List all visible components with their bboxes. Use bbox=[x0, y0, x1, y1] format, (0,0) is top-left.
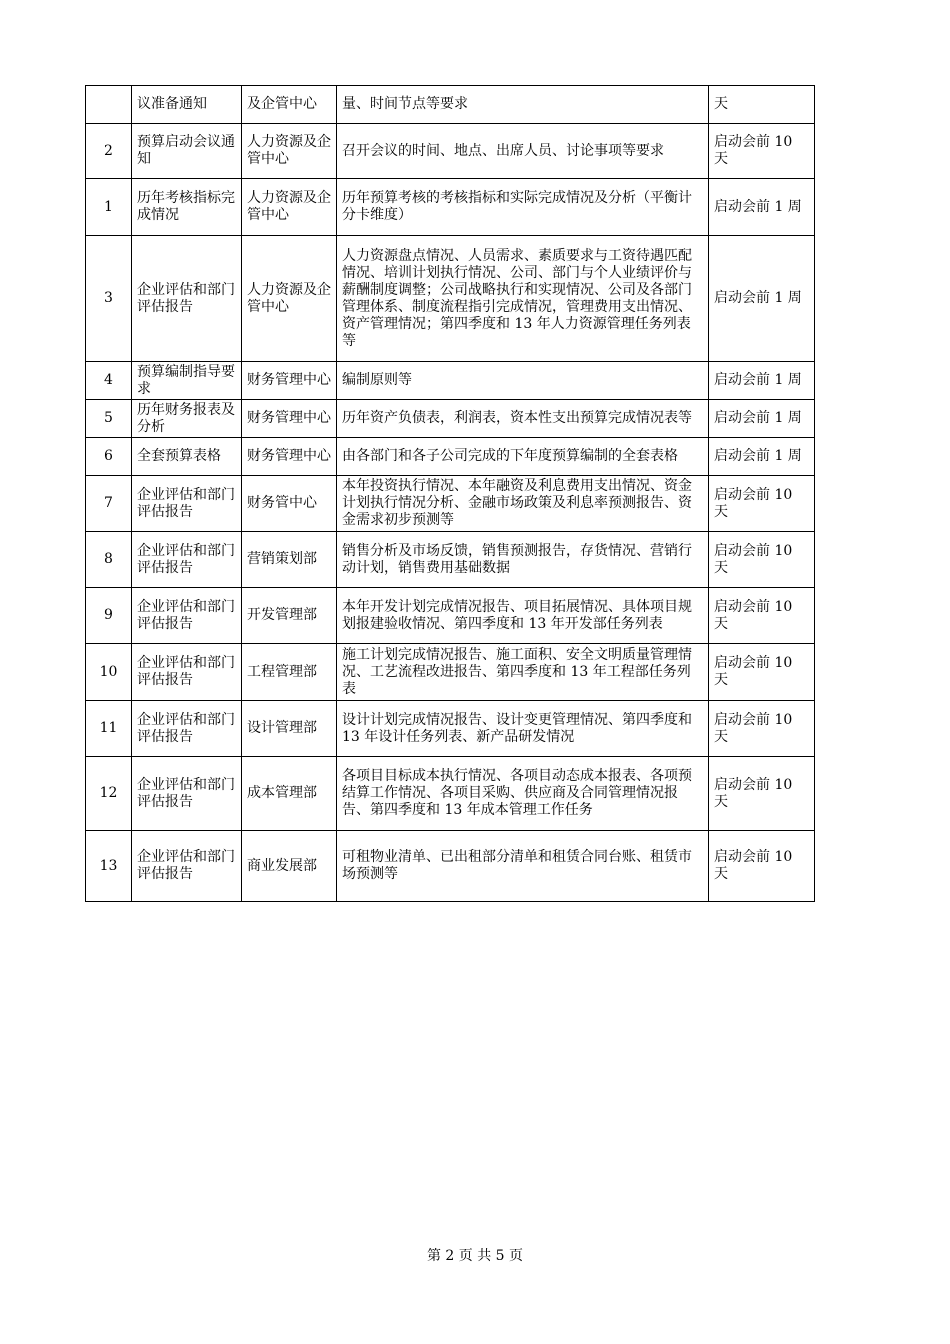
material-content: 量、时间节点等要求 bbox=[337, 86, 709, 124]
table-row bbox=[86, 179, 815, 236]
table-row bbox=[86, 400, 815, 438]
material-name: 企业评估和部门评估报告 bbox=[132, 532, 242, 588]
deadline: 启动会前 1 周 bbox=[709, 362, 815, 400]
responsible-dept: 商业发展部 bbox=[242, 831, 337, 902]
row-number: 8 bbox=[86, 532, 132, 588]
table-row bbox=[86, 236, 815, 362]
material-name: 企业评估和部门评估报告 bbox=[132, 701, 242, 757]
responsible-dept: 人力资源及企管中心 bbox=[242, 236, 337, 362]
material-name: 企业评估和部门评估报告 bbox=[132, 476, 242, 532]
deadline: 启动会前 10 天 bbox=[709, 757, 815, 831]
deadline: 启动会前 10 天 bbox=[709, 831, 815, 902]
page-number-footer: 第 2 页 共 5 页 bbox=[426, 1248, 524, 1264]
deadline: 启动会前 10 天 bbox=[709, 701, 815, 757]
row-number: 10 bbox=[86, 644, 132, 701]
material-content: 各项目目标成本执行情况、各项目动态成本报表、各项预结算工作情况、各项目采购、供应商及合同管理情况报告、第四季度和 13 年成本管理工作任务 bbox=[337, 757, 709, 831]
responsible-dept: 财务管理中心 bbox=[242, 400, 337, 438]
material-name: 企业评估和部门评估报告 bbox=[132, 588, 242, 644]
material-name: 企业评估和部门评估报告 bbox=[132, 757, 242, 831]
deadline: 启动会前 10 天 bbox=[709, 644, 815, 701]
row-number: 1 bbox=[86, 179, 132, 236]
table-row bbox=[86, 124, 815, 179]
responsible-dept: 财务管理中心 bbox=[242, 362, 337, 400]
deadline: 启动会前 10 天 bbox=[709, 124, 815, 179]
row-number: 5 bbox=[86, 400, 132, 438]
responsible-dept: 营销策划部 bbox=[242, 532, 337, 588]
table-row bbox=[86, 701, 815, 757]
material-content: 由各部门和各子公司完成的下年度预算编制的全套表格 bbox=[337, 438, 709, 476]
row-number: 2 bbox=[86, 124, 132, 179]
material-content: 人力资源盘点情况、人员需求、素质要求与工资待遇匹配情况、培训计划执行情况、公司、部门与个人业绩评价与薪酬制度调整；公司战略执行和实现情况、公司及各部门管理体系、制度流程指引完成情况，管理费用支出情况、资产管理情况；第四季度和 13 年人力资源管理任务列表等 bbox=[337, 236, 709, 362]
row-number: 3 bbox=[86, 236, 132, 362]
material-name: 企业评估和部门评估报告 bbox=[132, 831, 242, 902]
material-name: 企业评估和部门评估报告 bbox=[132, 644, 242, 701]
deadline: 启动会前 10 天 bbox=[709, 532, 815, 588]
deadline: 启动会前 1 周 bbox=[709, 438, 815, 476]
deadline: 启动会前 10 天 bbox=[709, 588, 815, 644]
material-name: 企业评估和部门评估报告 bbox=[132, 236, 242, 362]
table-row bbox=[86, 438, 815, 476]
deadline: 启动会前 1 周 bbox=[709, 400, 815, 438]
row-number: 7 bbox=[86, 476, 132, 532]
row-number: 4 bbox=[86, 362, 132, 400]
table-body bbox=[86, 86, 815, 902]
responsible-dept: 工程管理部 bbox=[242, 644, 337, 701]
row-number: 11 bbox=[86, 701, 132, 757]
responsible-dept: 财务管理中心 bbox=[242, 438, 337, 476]
responsible-dept: 财务管中心 bbox=[242, 476, 337, 532]
responsible-dept: 成本管理部 bbox=[242, 757, 337, 831]
table-row bbox=[86, 588, 815, 644]
material-content: 可租物业清单、已出租部分清单和租赁合同台账、租赁市场预测等 bbox=[337, 831, 709, 902]
material-name: 历年财务报表及分析 bbox=[132, 400, 242, 438]
deadline: 启动会前 10 天 bbox=[709, 476, 815, 532]
budget-materials-table bbox=[85, 85, 815, 902]
row-number: 6 bbox=[86, 438, 132, 476]
material-name: 预算启动会议通知 bbox=[132, 124, 242, 179]
material-content: 历年预算考核的考核指标和实际完成情况及分析（平衡计分卡维度） bbox=[337, 179, 709, 236]
material-name: 预算编制指导要求 bbox=[132, 362, 242, 400]
material-name: 历年考核指标完成情况 bbox=[132, 179, 242, 236]
material-content: 设计计划完成情况报告、设计变更管理情况、第四季度和 13 年设计任务列表、新产品研发情况 bbox=[337, 701, 709, 757]
table-row bbox=[86, 86, 815, 124]
table-row bbox=[86, 757, 815, 831]
deadline: 启动会前 1 周 bbox=[709, 236, 815, 362]
table-row bbox=[86, 362, 815, 400]
material-name: 议准备通知 bbox=[132, 86, 242, 124]
deadline: 启动会前 1 周 bbox=[709, 179, 815, 236]
row-number: 12 bbox=[86, 757, 132, 831]
row-number bbox=[86, 86, 132, 124]
responsible-dept: 及企管中心 bbox=[242, 86, 337, 124]
material-name: 全套预算表格 bbox=[132, 438, 242, 476]
responsible-dept: 设计管理部 bbox=[242, 701, 337, 757]
material-content: 编制原则等 bbox=[337, 362, 709, 400]
responsible-dept: 人力资源及企管中心 bbox=[242, 179, 337, 236]
material-content: 施工计划完成情况报告、施工面积、安全文明质量管理情况、工艺流程改进报告、第四季度和 13 年工程部任务列表 bbox=[337, 644, 709, 701]
deadline: 天 bbox=[709, 86, 815, 124]
table-row bbox=[86, 644, 815, 701]
material-content: 本年投资执行情况、本年融资及利息费用支出情况、资金计划执行情况分析、金融市场政策及利息率预测报告、资金需求初步预测等 bbox=[337, 476, 709, 532]
material-content: 历年资产负债表，利润表，资本性支出预算完成情况表等 bbox=[337, 400, 709, 438]
material-content: 本年开发计划完成情况报告、项目拓展情况、具体项目规划报建验收情况、第四季度和 13 年开发部任务列表 bbox=[337, 588, 709, 644]
material-content: 销售分析及市场反馈，销售预测报告，存货情况、营销行动计划，销售费用基础数据 bbox=[337, 532, 709, 588]
responsible-dept: 开发管理部 bbox=[242, 588, 337, 644]
table-row bbox=[86, 831, 815, 902]
responsible-dept: 人力资源及企管中心 bbox=[242, 124, 337, 179]
row-number: 13 bbox=[86, 831, 132, 902]
table-row bbox=[86, 532, 815, 588]
row-number: 9 bbox=[86, 588, 132, 644]
table-row bbox=[86, 476, 815, 532]
material-content: 召开会议的时间、地点、出席人员、讨论事项等要求 bbox=[337, 124, 709, 179]
